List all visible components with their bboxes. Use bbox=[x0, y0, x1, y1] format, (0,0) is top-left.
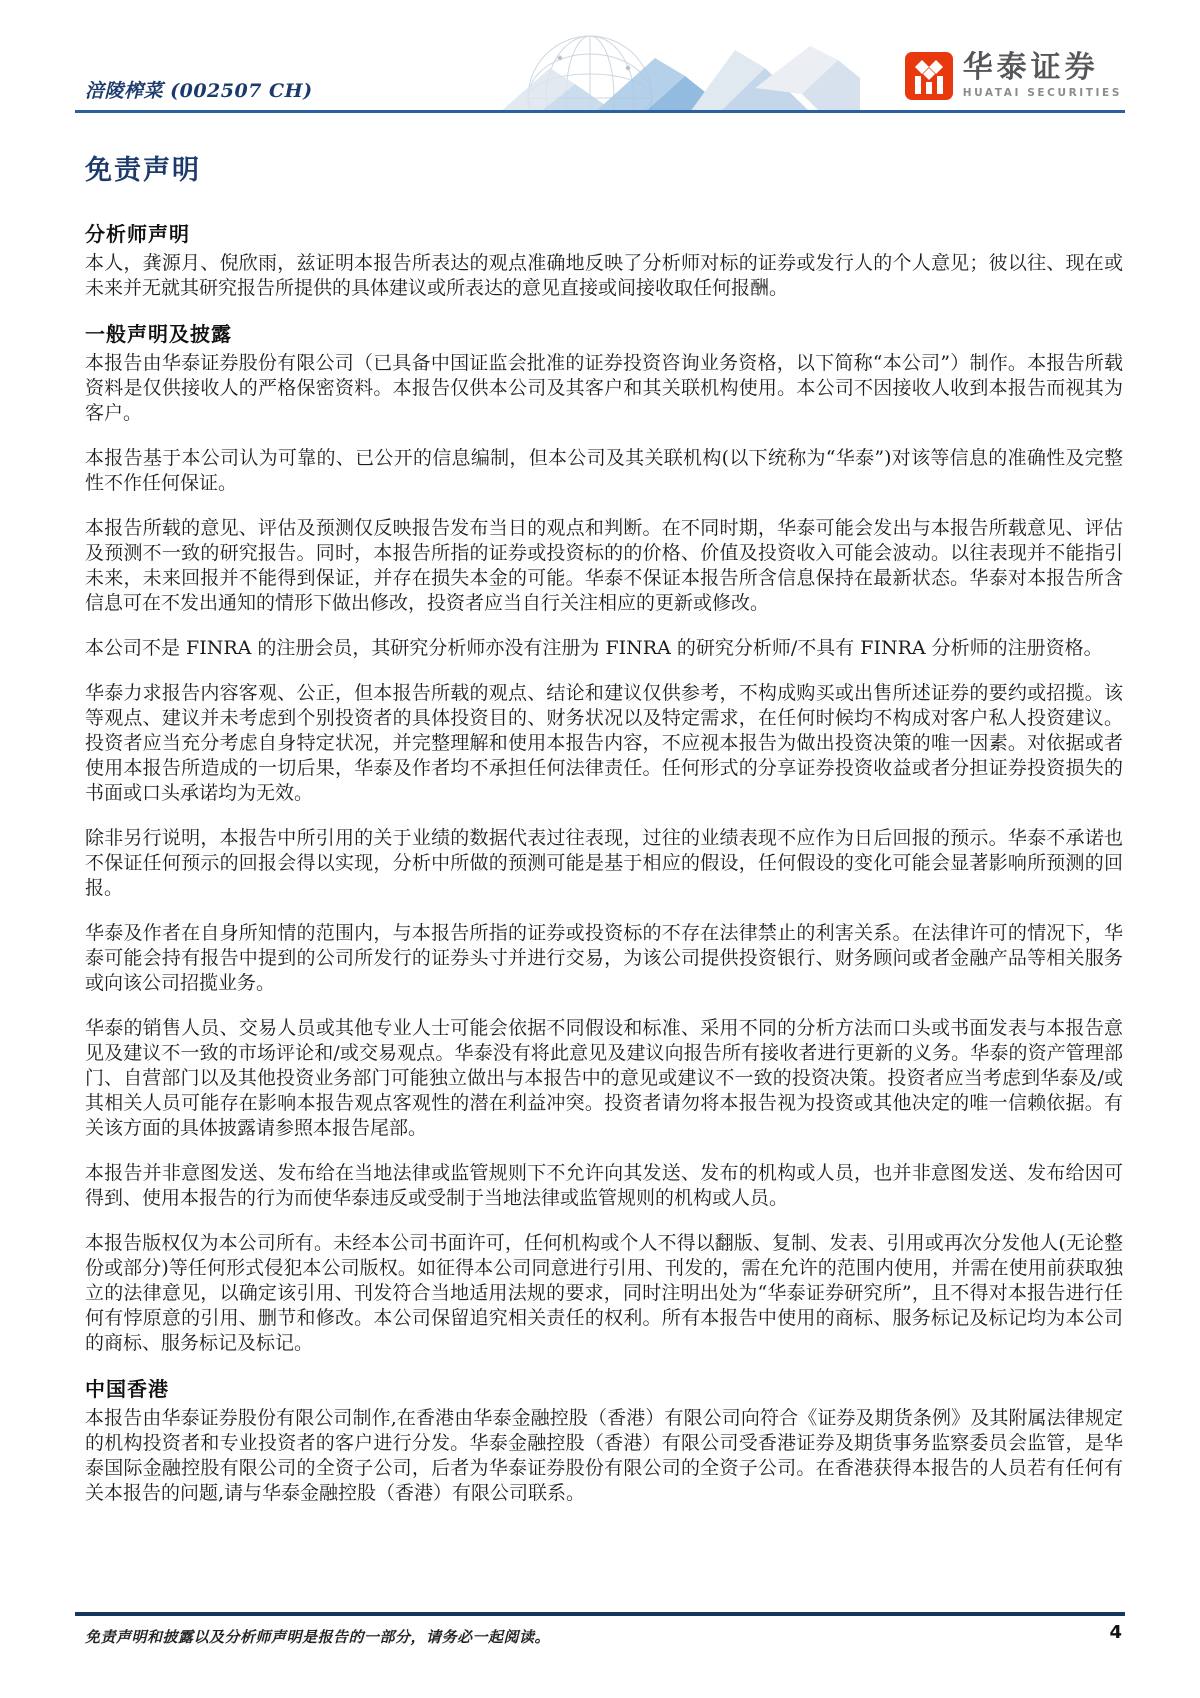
page-number: 4 bbox=[1109, 1622, 1122, 1643]
disclaimer-content bbox=[85, 148, 1123, 1526]
paragraph: 本报告基于本公司认为可靠的、已公开的信息编制，但本公司及其关联机构(以下统称为“华泰”)对该等信息的准确性及完整性不作任何保证。 bbox=[85, 447, 1123, 494]
logo-en-label: HUATAI SECURITIES bbox=[962, 87, 1122, 100]
paragraph: 本报告版权仅为本公司所有。未经本公司书面许可，任何机构或个人不得以翻版、复制、发表、引用或再次分发他人(无论整份或部分)等任何形式侵犯本公司版权。如征得本公司同意进行引用、刊发的，需在允许的范围内使用，并需在使用前获取独立的法律意见，以确定该引用、刊发符合当地适用法规的要求，同时注明出处为“华泰证券研究所”，且不得对本报告进行任何有悖原意的引用、删节和修改。本公司保留追究相关责任的权利。所有本报告中使用的商标、服务标记及标记均为本公司的商标、服务标记及标记。 bbox=[85, 1232, 1123, 1354]
paragraph: 本报告由华泰证券股份有限公司制作,在香港由华泰金融控股（香港）有限公司向符合《证券及期货条例》及其附属法律规定的机构投资者和专业投资者的客户进行分发。华泰金融控股（香港）有限公司受香港证券及期货事务监察委员会监管，是华泰国际金融控股有限公司的全资子公司，后者为华泰证券股份有限公司的全资子公司。在香港获得本报告的人员若有任何有关本报告的问题,请与华泰金融控股（香港）有限公司联系。 bbox=[85, 1407, 1123, 1504]
section-heading: 分析师声明 bbox=[85, 222, 190, 246]
logo-cn-label: 华泰证券 bbox=[962, 50, 1099, 86]
page-title: 免责声明 bbox=[85, 155, 201, 186]
section-heading: 一般声明及披露 bbox=[85, 322, 232, 346]
paragraph: 除非另行说明，本报告中所引用的关于业绩的数据代表过往表现，过往的业绩表现不应作为日后回报的预示。华泰不承诺也不保证任何预示的回报会得以实现，分析中所做的预测可能是基于相应的假设，任何假设的变化可能会显著影响所预测的回报。 bbox=[85, 827, 1123, 899]
paragraph: 本报告并非意图发送、发布给在当地法律或监管规则下不允许向其发送、发布的机构或人员，也并非意图发送、发布给因可得到、使用本报告的行为而使华泰违反或受制于当地法律或监管规则的机构或人员。 bbox=[85, 1162, 1123, 1209]
paragraph: 华泰及作者在自身所知情的范围内，与本报告所指的证券或投资标的不存在法律禁止的利害关系。在法律许可的情况下，华泰可能会持有报告中提到的公司所发行的证券头寸并进行交易，为该公司提供投资银行、财务顾问或者金融产品等相关服务或向该公司招揽业务。 bbox=[85, 922, 1123, 994]
paragraph: 本报告所载的意见、评估及预测仅反映报告发布当日的观点和判断。在不同时期，华泰可能会发出与本报告所载意见、评估及预测不一致的研究报告。同时，本报告所指的证券或投资标的的价格、价值及投资收入可能会波动。以往表现并不能指引未来，未来回报并不能得到保证，并存在损失本金的可能。华泰不保证本报告所含信息保持在最新状态。华泰对本报告所含信息可在不发出通知的情形下做出修改，投资者应当自行关注相应的更新或修改。 bbox=[85, 517, 1123, 614]
huatai-logo-icon bbox=[905, 52, 953, 100]
footer-divider bbox=[75, 1612, 1125, 1616]
paragraph: 本人，龚源月、倪欣雨，兹证明本报告所表达的观点准确地反映了分析师对标的证券或发行人的个人意见；彼以往、现在或未来并无就其研究报告所提供的具体建议或所表达的意见直接或间接收取任何报酬。 bbox=[85, 252, 1123, 299]
paragraph: 华泰力求报告内容客观、公正，但本报告所载的观点、结论和建议仅供参考，不构成购买或出售所述证券的要约或招揽。该等观点、建议并未考虑到个别投资者的具体投资目的、财务状况以及特定需求，在任何时候均不构成对客户私人投资建议。投资者应当充分考虑自身特定状况，并完整理解和使用本报告内容，不应视本报告为做出投资决策的唯一因素。对依据或者使用本报告所造成的一切后果，华泰及作者均不承担任何法律责任。任何形式的分享证券投资收益或者分担证券投资损失的书面或口头承诺均为无效。 bbox=[85, 682, 1123, 804]
paragraph: 华泰的销售人员、交易人员或其他专业人士可能会依据不同假设和标准、采用不同的分析方法而口头或书面发表与本报告意见及建议不一致的市场评论和/或交易观点。华泰没有将此意见及建议向报告所有接收者进行更新的义务。华泰的资产管理部门、自营部门以及其他投资业务部门可能独立做出与本报告中的意见或建议不一致的投资决策。投资者应当考虑到华泰及/或其相关人员可能存在影响本报告观点客观性的潜在利益冲突。投资者请勿将本报告视为投资或其他决定的唯一信赖依据。有关该方面的具体披露请参照本报告尾部。 bbox=[85, 1017, 1123, 1139]
paragraph: 本报告由华泰证券股份有限公司（已具备中国证监会批准的证券投资咨询业务资格，以下简称“本公司”）制作。本报告所载资料是仅供接收人的严格保密资料。本报告仅供本公司及其客户和其关联机构使用。本公司不因接收人收到本报告而视其为客户。 bbox=[85, 352, 1123, 424]
huatai-logo bbox=[905, 52, 1122, 100]
huatai-logo-text bbox=[962, 50, 1122, 100]
section-general-disclosure bbox=[85, 321, 1123, 1356]
paragraph: 本公司不是 FINRA 的注册会员，其研究分析师亦没有注册为 FINRA 的研究分析师/不具有 FINRA 分析师的注册资格。 bbox=[85, 637, 1103, 659]
stock-ticker: 涪陵榨菜 (002507 CH) bbox=[85, 80, 313, 102]
header-divider bbox=[75, 110, 1125, 113]
section-hong-kong bbox=[85, 1376, 1123, 1506]
globe-watermark-icon bbox=[390, 28, 860, 112]
section-heading: 中国香港 bbox=[85, 1377, 169, 1401]
page-header bbox=[0, 0, 1200, 113]
section-analyst-statement bbox=[85, 221, 1123, 301]
footer-disclaimer-note: 免责声明和披露以及分析师声明是报告的一部分，请务必一起阅读。 bbox=[85, 1628, 551, 1646]
